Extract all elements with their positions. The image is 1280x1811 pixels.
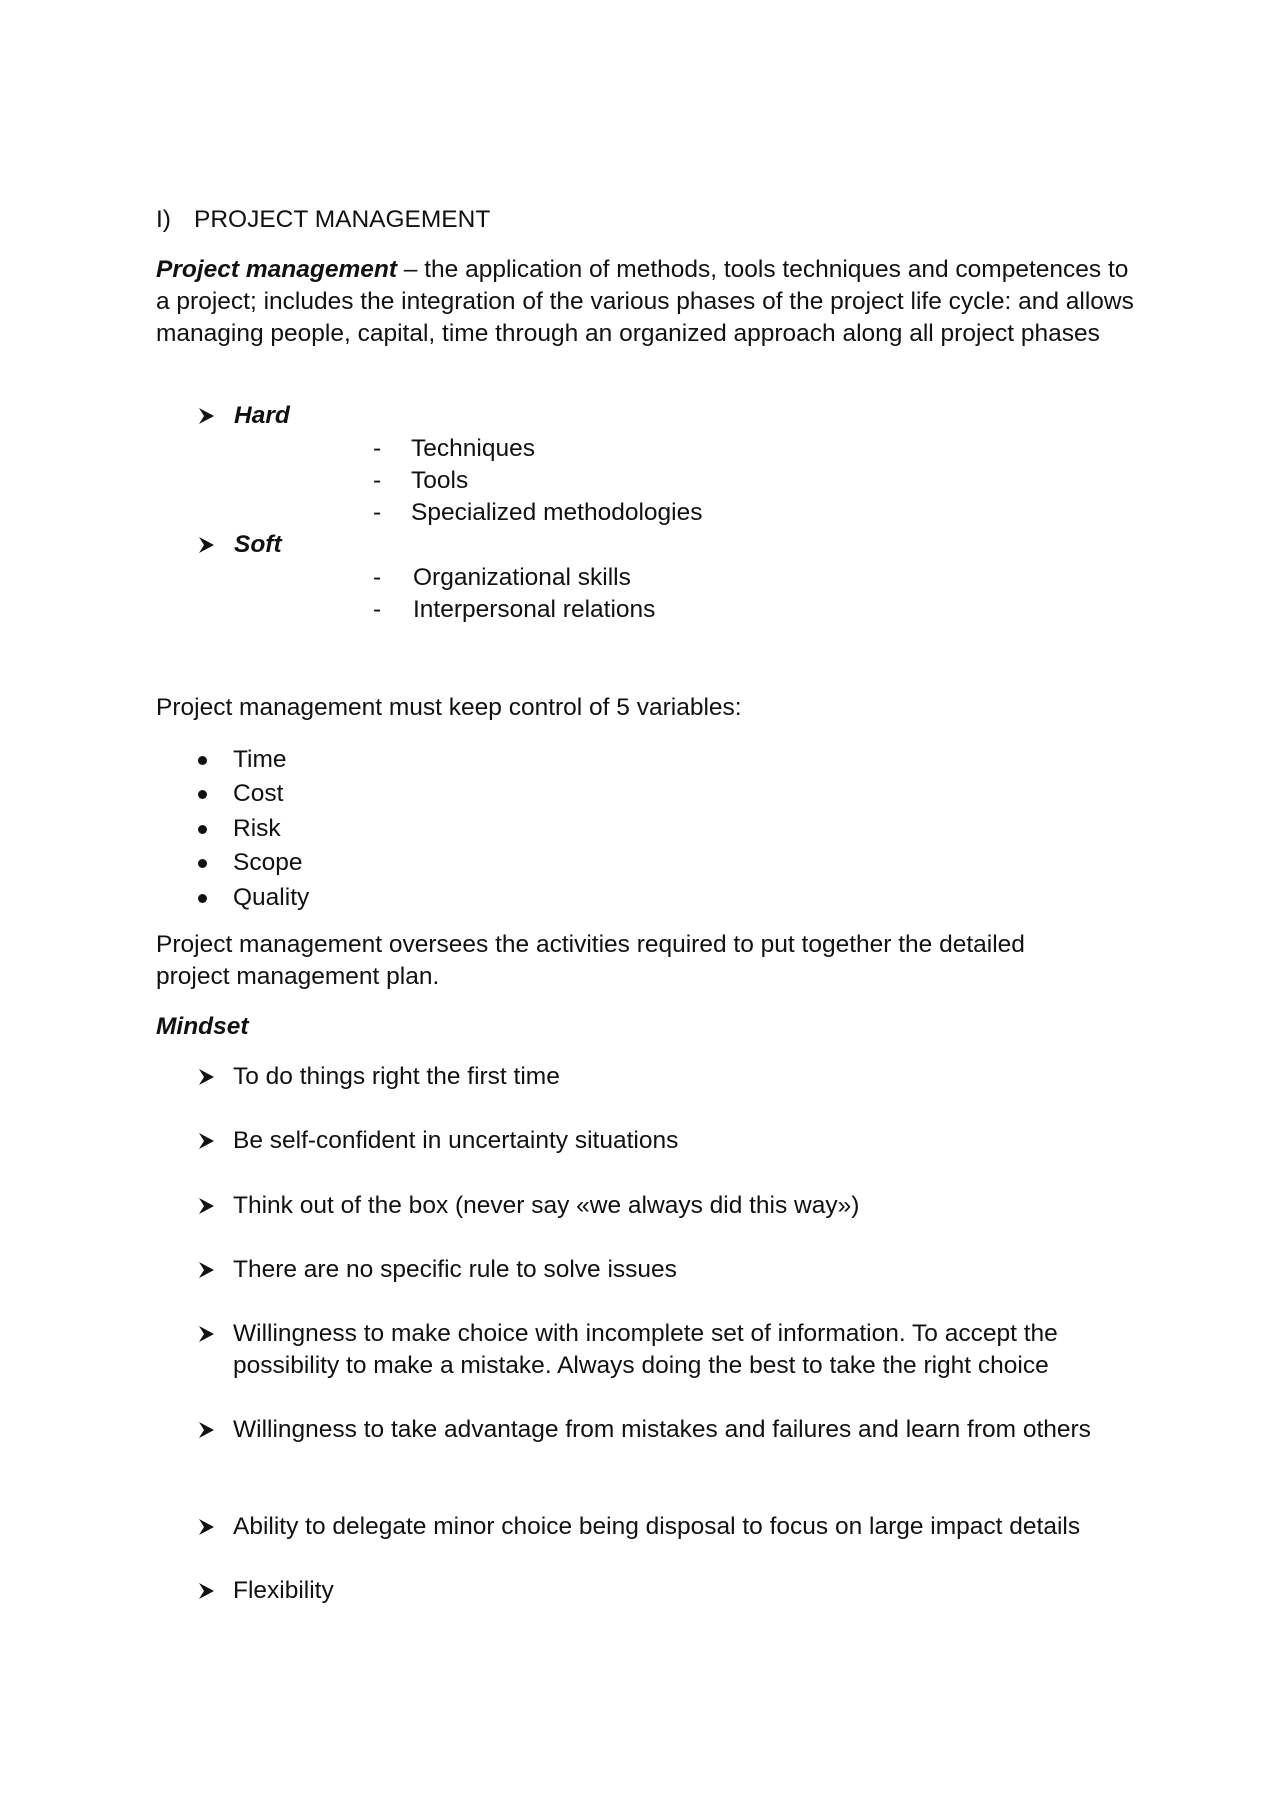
definition-term: Project management	[156, 256, 397, 283]
definition-text: – the application of methods, tools techniques and competences to a project; includes the integration of the various phases of the project life cycle: and allows managing people, capital, time through an organized approach along all project phases	[156, 256, 1134, 347]
section-title: PROJECT MANAGEMENT	[194, 206, 491, 233]
definition-paragraph	[156, 254, 1136, 350]
round-bullet-icon	[198, 825, 207, 834]
mindset-item: Flexibility	[233, 1577, 334, 1604]
round-bullet-icon	[198, 859, 207, 868]
arrow-bullet-icon	[197, 1131, 227, 1151]
variable-item-quality: Quality	[233, 884, 310, 911]
variable-item-scope: Scope	[233, 849, 303, 876]
skill-category-soft: Soft	[234, 531, 282, 558]
arrow-bullet-icon	[197, 1324, 227, 1344]
mindset-item: Be self-confident in uncertainty situations	[233, 1127, 679, 1154]
mindset-item: Willingness to make choice with incomplete set of information. To accept the possibility to make a mistake. Always doing the best to take the right choice	[233, 1320, 1058, 1379]
skill-category-hard: Hard	[234, 402, 290, 429]
dash-bullet: -	[373, 435, 382, 462]
skill-item-techniques: Techniques	[411, 435, 535, 462]
arrow-bullet-icon	[197, 1196, 227, 1216]
mindset-item: Willingness to take advantage from mistakes and failures and learn from others	[233, 1416, 1091, 1443]
round-bullet-icon	[198, 756, 207, 765]
variables-intro: Project management must keep control of 5 variables:	[156, 694, 742, 721]
oversight-paragraph: Project management oversees the activities required to put together the detailed project management plan.	[156, 931, 1025, 990]
round-bullet-icon	[198, 790, 207, 799]
arrow-bullet-icon	[197, 1260, 227, 1280]
skill-item-interpersonal: Interpersonal relations	[413, 596, 656, 623]
mindset-title: Mindset	[156, 1013, 249, 1040]
mindset-item: To do things right the first time	[233, 1063, 560, 1090]
dash-bullet: -	[373, 499, 382, 526]
variable-item-time: Time	[233, 746, 287, 773]
section-number: I)	[156, 206, 171, 233]
skill-item-tools: Tools	[411, 467, 469, 494]
arrow-bullet-icon	[197, 1420, 227, 1440]
mindset-item: Think out of the box (never say «we always did this way»)	[233, 1192, 860, 1219]
arrow-bullet-icon	[197, 535, 227, 555]
mindset-item: Ability to delegate minor choice being disposal to focus on large impact details	[233, 1513, 1081, 1540]
skill-item-methodologies: Specialized methodologies	[411, 499, 703, 526]
variable-item-cost: Cost	[233, 780, 284, 807]
variable-item-risk: Risk	[233, 815, 281, 842]
arrow-bullet-icon	[197, 1517, 227, 1537]
dash-bullet: -	[373, 596, 382, 623]
arrow-bullet-icon	[197, 1581, 227, 1601]
section-heading	[156, 204, 490, 236]
mindset-item: There are no specific rule to solve issues	[233, 1256, 677, 1283]
arrow-bullet-icon	[197, 1067, 227, 1087]
dash-bullet: -	[373, 564, 382, 591]
round-bullet-icon	[198, 894, 207, 903]
dash-bullet: -	[373, 467, 382, 494]
arrow-bullet-icon	[197, 406, 227, 426]
skill-item-organizational: Organizational skills	[413, 564, 631, 591]
